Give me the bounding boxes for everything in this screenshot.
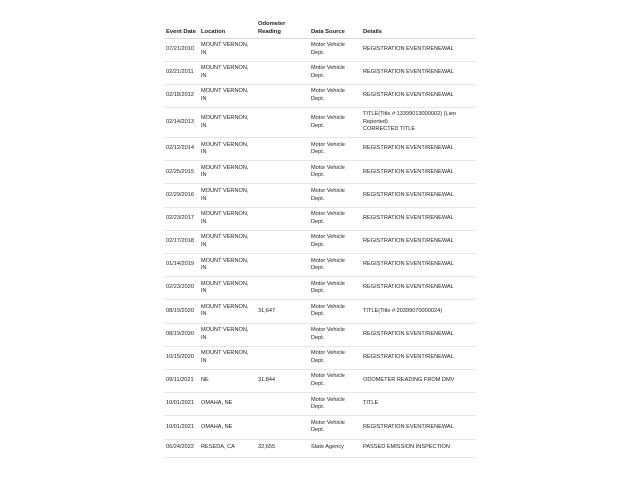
details-cell [361,161,476,184]
table-row [164,300,476,323]
table-row [164,416,476,439]
event-date-cell: 02/14/2013 [164,108,199,138]
location-cell: RESEDA, CA [199,439,256,458]
location-cell: MOUNT VERNON, IN [199,84,256,107]
odometer-cell [256,184,309,207]
details-cell [361,277,476,300]
details-cell [361,207,476,230]
details-cell [361,38,476,61]
data-source-cell: Motor Vehicle Dept. [309,346,361,369]
table-header [164,17,476,38]
location-cell: NE [199,369,256,392]
event-date-cell: 10/01/2021 [164,416,199,439]
details-cell [361,300,476,323]
detail-line: PASSED EMISSION INSPECTION [363,444,450,451]
odometer-cell [256,346,309,369]
details-cell [361,416,476,439]
details-cell [361,323,476,346]
location-cell: MOUNT VERNON, IN [199,38,256,61]
data-source-cell: Motor Vehicle Dept. [309,393,361,416]
event-date-cell: 02/25/2015 [164,161,199,184]
table-row [164,161,476,184]
event-date-cell: 10/15/2020 [164,346,199,369]
event-date-cell: 02/29/2016 [164,184,199,207]
data-source-cell: Motor Vehicle Dept. [309,254,361,277]
odometer-cell: 32,655 [256,439,309,458]
event-date-cell: 02/23/2017 [164,207,199,230]
event-date-cell: 02/18/2012 [164,84,199,107]
table-row [164,439,476,458]
detail-line: TITLE(Title #:20399070000024) [363,307,443,314]
table-row [164,184,476,207]
event-date-cell: 02/23/2020 [164,277,199,300]
details-cell [361,184,476,207]
header-odometer: Odometer Reading [256,17,309,38]
header-location: Location [199,17,256,38]
odometer-cell [256,416,309,439]
table-row [164,207,476,230]
detail-line: REGISTRATION EVENT/RENEWAL [363,261,454,268]
location-cell: MOUNT VERNON, IN [199,61,256,84]
details-cell [361,393,476,416]
odometer-cell: 31,647 [256,300,309,323]
data-source-cell: State Agency [309,439,361,458]
header-data-source: Data Source [309,17,361,38]
location-cell: MOUNT VERNON, IN [199,323,256,346]
detail-line: REGISTRATION EVENT/RENEWAL [363,168,454,175]
location-cell: MOUNT VERNON, IN [199,207,256,230]
details-cell [361,108,476,138]
odometer-cell [256,254,309,277]
table-row [164,369,476,392]
vehicle-history-table [164,17,476,458]
location-cell: MOUNT VERNON, IN [199,184,256,207]
data-source-cell: Motor Vehicle Dept. [309,416,361,439]
detail-line: REGISTRATION EVENT/RENEWAL [363,145,454,152]
detail-line: REGISTRATION EVENT/RENEWAL [363,330,454,337]
data-source-cell: Motor Vehicle Dept. [309,161,361,184]
detail-line: REGISTRATION EVENT/RENEWAL [363,238,454,245]
table-row [164,138,476,161]
data-source-cell: Motor Vehicle Dept. [309,207,361,230]
details-cell [361,230,476,253]
header-event-date: Event Date [164,17,199,38]
detail-line: REGISTRATION EVENT/RENEWAL [363,214,454,221]
odometer-cell [256,61,309,84]
table-row [164,108,476,138]
detail-line: ODOMETER READING FROM DMV [363,377,455,384]
event-date-cell: 08/19/2020 [164,300,199,323]
location-cell: MOUNT VERNON, IN [199,161,256,184]
odometer-cell [256,38,309,61]
data-source-cell: Motor Vehicle Dept. [309,61,361,84]
data-source-cell: Motor Vehicle Dept. [309,369,361,392]
detail-line: REGISTRATION EVENT/RENEWAL [363,191,454,198]
event-date-cell: 01/14/2019 [164,254,199,277]
detail-line: REGISTRATION EVENT/RENEWAL [363,45,454,52]
event-date-cell: 10/01/2021 [164,393,199,416]
table-row [164,230,476,253]
location-cell: OMAHA, NE [199,393,256,416]
data-source-cell: Motor Vehicle Dept. [309,184,361,207]
details-cell [361,138,476,161]
details-cell [361,254,476,277]
detail-line: REGISTRATION EVENT/RENEWAL [363,68,454,75]
event-date-cell: 02/17/2018 [164,230,199,253]
odometer-cell: 31,844 [256,369,309,392]
event-date-cell: 09/11/2021 [164,369,199,392]
location-cell: MOUNT VERNON, IN [199,277,256,300]
data-source-cell: Motor Vehicle Dept. [309,277,361,300]
location-cell: MOUNT VERNON, IN [199,138,256,161]
table-row [164,393,476,416]
table-body [164,38,476,458]
details-cell [361,346,476,369]
table-row [164,323,476,346]
details-cell [361,369,476,392]
odometer-cell [256,230,309,253]
header-details: Details [361,17,476,38]
data-source-cell: Motor Vehicle Dept. [309,108,361,138]
odometer-cell [256,84,309,107]
data-source-cell: Motor Vehicle Dept. [309,138,361,161]
data-source-cell: Motor Vehicle Dept. [309,323,361,346]
event-date-cell: 08/19/2020 [164,323,199,346]
table-row [164,84,476,107]
odometer-cell [256,138,309,161]
location-cell: MOUNT VERNON, IN [199,230,256,253]
detail-line: CORRECTED TITLE [363,126,416,133]
table-row [164,346,476,369]
odometer-cell [256,207,309,230]
location-cell: MOUNT VERNON, IN [199,108,256,138]
location-cell: OMAHA, NE [199,416,256,439]
table-row [164,277,476,300]
data-source-cell: Motor Vehicle Dept. [309,230,361,253]
odometer-cell [256,277,309,300]
event-date-cell: 07/21/2010 [164,38,199,61]
data-source-cell: Motor Vehicle Dept. [309,84,361,107]
location-cell: MOUNT VERNON, IN [199,254,256,277]
detail-line: REGISTRATION EVENT/RENEWAL [363,92,454,99]
odometer-cell [256,108,309,138]
data-source-cell: Motor Vehicle Dept. [309,38,361,61]
details-cell [361,61,476,84]
odometer-cell [256,323,309,346]
table-row [164,61,476,84]
odometer-cell [256,161,309,184]
location-cell: MOUNT VERNON, IN [199,300,256,323]
detail-line: REGISTRATION EVENT/RENEWAL [363,284,454,291]
data-source-cell: Motor Vehicle Dept. [309,300,361,323]
detail-line: TITLE(Title #:13399013000002) (Lien Reported) [363,111,457,125]
details-cell [361,439,476,458]
header-row [164,17,476,38]
location-cell: MOUNT VERNON, IN [199,346,256,369]
event-date-cell: 02/12/2014 [164,138,199,161]
event-date-cell: 02/21/2011 [164,61,199,84]
table-row [164,254,476,277]
details-cell [361,84,476,107]
detail-line: REGISTRATION EVENT/RENEWAL [363,354,454,361]
table-row [164,38,476,61]
event-date-cell: 06/24/2022 [164,439,199,458]
detail-line: REGISTRATION EVENT/RENEWAL [363,423,454,430]
detail-line: TITLE [363,400,379,407]
odometer-cell [256,393,309,416]
